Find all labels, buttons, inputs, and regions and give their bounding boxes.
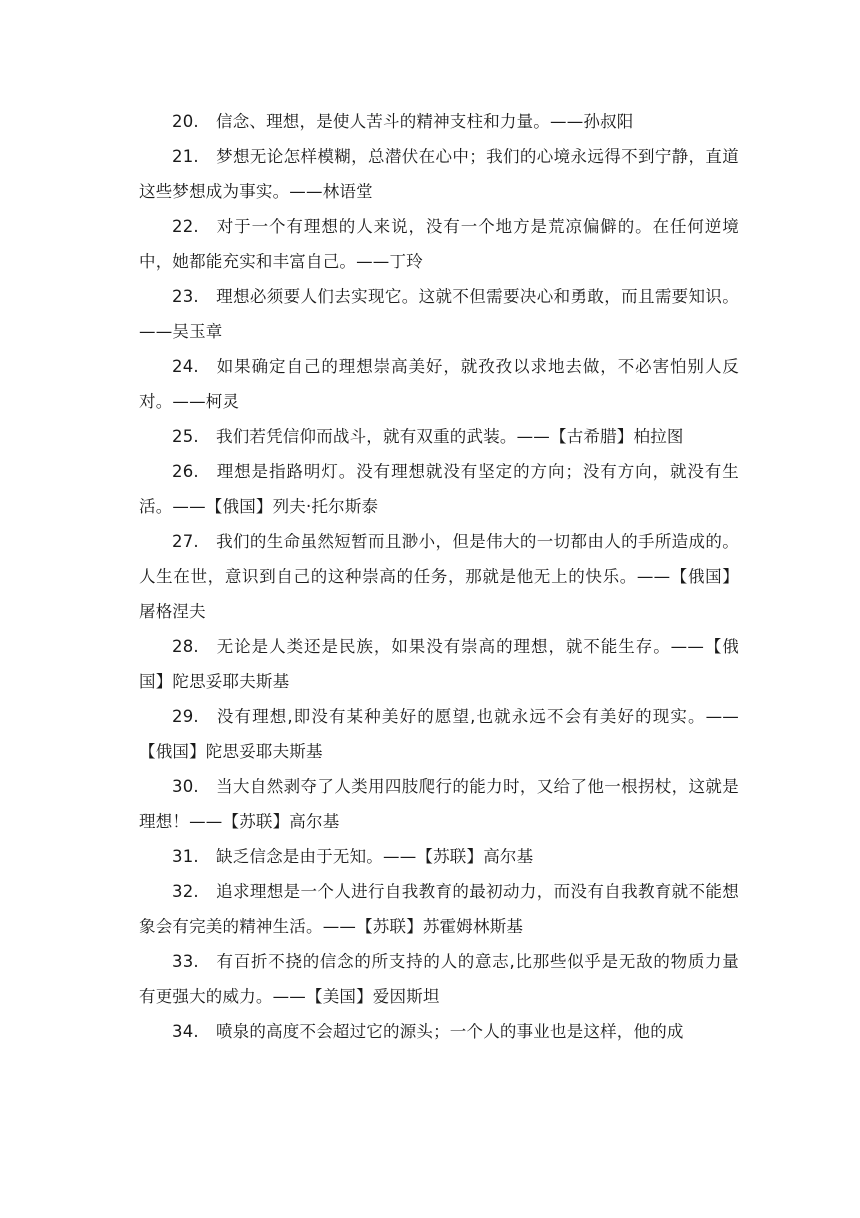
item-number: 34. bbox=[172, 1022, 199, 1041]
item-text: 我们若凭信仰而战斗，就有双重的武装。——【古希腊】柏拉图 bbox=[216, 427, 684, 446]
list-item bbox=[139, 874, 739, 944]
item-number: 20. bbox=[172, 112, 199, 131]
list-item bbox=[139, 419, 739, 454]
list-item bbox=[139, 104, 739, 139]
item-text: 信念、理想，是使人苦斗的精神支柱和力量。——孙叔阳 bbox=[216, 112, 634, 131]
list-item bbox=[139, 454, 739, 524]
list-item bbox=[139, 944, 739, 1014]
list-item bbox=[139, 769, 739, 839]
item-number: 21. bbox=[172, 147, 199, 166]
list-item bbox=[139, 279, 739, 349]
list-item bbox=[139, 1014, 739, 1049]
item-number: 22. bbox=[172, 217, 199, 236]
item-number: 25. bbox=[172, 427, 199, 446]
list-item bbox=[139, 349, 739, 419]
item-text: 理想是指路明灯。没有理想就没有坚定的方向；没有方向，就没有生活。——【俄国】列夫·托尔斯泰 bbox=[139, 462, 739, 516]
item-number: 23. bbox=[172, 287, 199, 306]
item-number: 30. bbox=[172, 777, 199, 796]
item-number: 27. bbox=[172, 532, 199, 551]
item-number: 28. bbox=[172, 637, 199, 656]
list-item bbox=[139, 209, 739, 279]
item-text: 我们的生命虽然短暂而且渺小，但是伟大的一切都由人的手所造成的。人生在世，意识到自己的这种崇高的任务，那就是他无上的快乐。——【俄国】屠格涅夫 bbox=[139, 532, 739, 621]
list-item bbox=[139, 139, 739, 209]
list-item bbox=[139, 629, 739, 699]
item-text: 喷泉的高度不会超过它的源头；一个人的事业也是这样，他的成 bbox=[216, 1022, 684, 1041]
item-text: 没有理想,即没有某种美好的愿望,也就永远不会有美好的现实。——【俄国】陀思妥耶夫斯基 bbox=[139, 707, 739, 761]
item-text: 有百折不挠的信念的所支持的人的意志,比那些似乎是无敌的物质力量有更强大的威力。——【美国】爱因斯坦 bbox=[139, 952, 739, 1006]
item-number: 29. bbox=[172, 707, 199, 726]
item-text: 无论是人类还是民族，如果没有崇高的理想，就不能生存。——【俄国】陀思妥耶夫斯基 bbox=[139, 637, 739, 691]
quote-list bbox=[139, 104, 739, 1049]
item-number: 31. bbox=[172, 847, 199, 866]
item-text: 缺乏信念是由于无知。——【苏联】高尔基 bbox=[216, 847, 534, 866]
item-number: 24. bbox=[172, 357, 199, 376]
item-text: 如果确定自己的理想崇高美好，就孜孜以求地去做，不必害怕别人反对。——柯灵 bbox=[139, 357, 739, 411]
item-text: 追求理想是一个人进行自我教育的最初动力，而没有自我教育就不能想象会有完美的精神生活。——【苏联】苏霍姆林斯基 bbox=[139, 882, 739, 936]
item-number: 32. bbox=[172, 882, 199, 901]
list-item bbox=[139, 699, 739, 769]
item-text: 梦想无论怎样模糊，总潜伏在心中；我们的心境永远得不到宁静，直道这些梦想成为事实。——林语堂 bbox=[139, 147, 739, 201]
list-item bbox=[139, 524, 739, 629]
item-text: 对于一个有理想的人来说，没有一个地方是荒凉偏僻的。在任何逆境中，她都能充实和丰富自己。——丁玲 bbox=[139, 217, 739, 271]
item-text: 理想必须要人们去实现它。这就不但需要决心和勇敢，而且需要知识。——吴玉章 bbox=[139, 287, 739, 341]
item-number: 33. bbox=[172, 952, 199, 971]
item-number: 26. bbox=[172, 462, 199, 481]
list-item bbox=[139, 839, 739, 874]
item-text: 当大自然剥夺了人类用四肢爬行的能力时，又给了他一根拐杖，这就是理想！——【苏联】高尔基 bbox=[139, 777, 739, 831]
